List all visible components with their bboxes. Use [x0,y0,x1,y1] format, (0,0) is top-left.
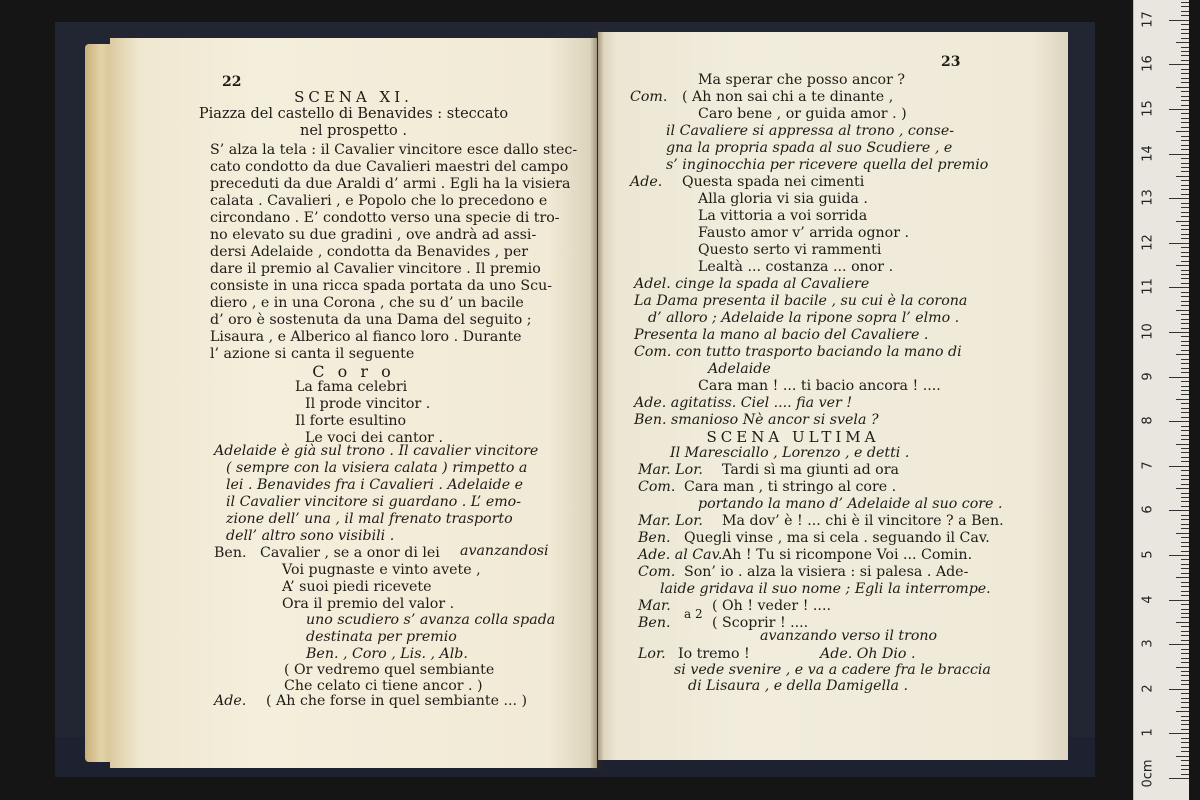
ruler-tick [1176,131,1189,132]
text-line: gna la propria spada al suo Scudiere , e [666,140,953,156]
ruler-tick [1181,417,1189,418]
ruler-tick [1181,292,1189,293]
ruler-tick [1181,368,1189,369]
ruler-tick [1181,452,1189,453]
ruler-tick [1181,127,1189,128]
verse-line: Io tremo ! [678,646,750,662]
text-line: calata . Cavalieri , e Popolo che lo precedono e [210,193,548,209]
verse-line: A’ suoi piedi ricevete [282,579,432,595]
stage-direction: Adelaide è già sul trono . Il cavalier vincitore [214,443,539,459]
coro-label: C o r o [312,362,395,381]
ruler-tick [1176,221,1189,222]
ruler-tick [1181,760,1189,761]
ruler-tick [1181,51,1189,52]
ruler-tick [1169,421,1189,422]
ruler-label: 8 [1140,416,1156,425]
text-line: il Cavaliere si appressa al trono , conse- [666,123,955,139]
speaker-label: Mar. Lor. [638,513,703,529]
ruler-tick [1181,145,1189,146]
ruler-tick [1181,774,1189,775]
text-line: Com. con tutto trasporto baciando la mano di [634,344,962,360]
ruler-tick [1181,671,1189,672]
ruler-tick [1169,778,1189,779]
ruler-tick [1181,426,1189,427]
text-line: preceduti da due Araldi d’ armi . Egli ha la visiera [210,176,571,192]
text-line: Cara man ! ... ti bacio ancora ! .... [698,378,941,394]
ruler-tick [1181,189,1189,190]
text-line: Adelaide [708,361,771,377]
text-line: portando la mano d’ Adelaide al suo core . [698,496,1003,512]
ruler-tick [1181,163,1189,164]
ruler-label: 14 [1140,144,1156,162]
verse-line: Che celato ci tiene ancor . ) [284,678,483,694]
ruler-tick [1181,381,1189,382]
ruler-tick [1181,55,1189,56]
ruler-tick [1181,408,1189,409]
text-line: no elevato su due gradini , ove andrà ad assi- [210,227,537,243]
ruler-tick [1181,635,1189,636]
ruler-tick [1181,91,1189,92]
stage-direction: lei . Benavides fra i Cavalieri . Adelaide e [226,477,524,493]
scene-title: SCENA ULTIMA [706,428,880,446]
verse-line: ( Or vedremo quel sembiante [284,662,495,678]
ruler-tick [1181,149,1189,150]
ruler-tick [1181,15,1189,16]
ruler-tick [1169,154,1189,155]
ruler-tick [1181,515,1189,516]
ruler-tick [1169,644,1189,645]
ruler-tick [1181,216,1189,217]
ruler-tick [1181,537,1189,538]
ruler-tick [1181,278,1189,279]
ruler-tick [1176,577,1189,578]
stage-direction: destinata per premio [306,629,457,645]
ruler-tick [1181,314,1189,315]
scene-cast: Il Maresciallo , Lorenzo , e detti . [670,445,910,461]
ruler-tick [1181,693,1189,694]
ruler-tick [1181,582,1189,583]
speaker-label: Ben. [638,530,671,546]
speaker-label: Ade. [630,174,663,190]
ruler-tick [1181,33,1189,34]
text-line: La vittoria a voi sorrida [698,208,868,224]
ruler-tick [1181,350,1189,351]
ruler-tick [1181,185,1189,186]
verse-line: ( Oh ! veder ! .... [712,598,831,614]
ruler-tick [1169,510,1189,511]
ruler-tick [1181,225,1189,226]
measurement-ruler [1133,0,1189,800]
ruler-tick [1181,684,1189,685]
ruler-tick [1181,113,1189,114]
right-page [598,32,1068,760]
ruler-tick [1181,716,1189,717]
ruler-tick [1181,470,1189,471]
speaker-label: Ade. [214,693,247,709]
ruler-label: 15 [1140,100,1156,117]
stage-direction: Ben. , Coro , Lis. , Alb. [306,646,468,662]
ruler-tick [1169,466,1189,467]
ruler-label: 12 [1140,234,1156,251]
stage-direction: ( sempre con la visiera calata ) rimpetto a [226,460,528,476]
ruler-label: 1 [1140,728,1156,738]
verse-line: ( Scoprir ! .... [712,615,809,631]
scene-title: SCENA XI. [294,88,413,106]
text-line: Presenta la mano al bacio del Cavaliere . [634,327,929,343]
ruler-tick [1181,765,1189,766]
text-line: Ben. smanioso Nè ancor si svela ? [634,412,879,428]
ruler-tick [1169,377,1189,378]
ruler-tick [1181,345,1189,346]
ruler-label: 0cm [1140,759,1156,788]
ruler-tick [1181,100,1189,101]
ruler-tick [1181,341,1189,342]
text-line: d’ alloro ; Adelaide la ripone sopra l’ elmo . [648,310,960,326]
ruler-tick [1181,167,1189,168]
text-line: Questo serto vi rammenti [698,242,882,258]
ruler-tick [1181,613,1189,614]
ruler-tick [1181,171,1189,172]
ruler-tick [1181,11,1189,12]
ruler-tick [1181,742,1189,743]
ruler-label: 6 [1140,505,1156,515]
ruler-tick [1181,372,1189,373]
ruler-tick [1169,332,1189,333]
ruler-tick [1169,733,1189,734]
ruler-label: 4 [1140,594,1156,604]
duet-mark: a 2 [684,607,703,621]
ruler-tick [1181,238,1189,239]
ruler-tick [1181,229,1189,230]
ruler-tick [1181,301,1189,302]
ruler-tick [1181,305,1189,306]
ruler-tick [1181,609,1189,610]
ruler-tick [1181,256,1189,257]
verse-line: Ade. Oh Dio . [820,646,916,662]
stage-direction: il Cavalier vincitore si guardano . L’ emo- [226,494,521,510]
ruler-tick [1181,519,1189,520]
ruler-tick [1176,354,1189,355]
ruler-tick [1181,551,1189,552]
ruler-tick [1169,64,1189,65]
text-line: Questa spada nei cimenti [682,174,865,190]
speaker-label: Mar. Lor. [638,462,703,478]
ruler-tick [1181,328,1189,329]
ruler-tick [1181,403,1189,404]
ruler-tick [1181,729,1189,730]
ruler-tick [1181,461,1189,462]
text-line: s’ inginocchia per ricevere quella del premio [666,157,989,173]
ruler-tick [1181,479,1189,480]
ruler-tick [1176,533,1189,534]
ruler-label: 13 [1140,189,1156,206]
ruler-tick [1181,542,1189,543]
ruler-tick [1181,559,1189,560]
text-line: Son’ io . alza la visiera : si palesa . Ade- [684,564,969,580]
ruler-tick [1181,591,1189,592]
ruler-tick [1181,105,1189,106]
ruler-tick [1181,524,1189,525]
ruler-tick [1181,274,1189,275]
text-line: l’ azione si canta il seguente [210,346,415,362]
ruler-tick [1169,198,1189,199]
stage-direction: si vede svenire , e va a cadere fra le braccia [674,662,991,678]
text-line: Quegli vinse , ma si cela . seguando il Cav. [684,530,990,546]
ruler-tick [1181,604,1189,605]
ruler-tick [1181,506,1189,507]
stage-direction: dell’ altro sono visibili . [226,528,395,544]
ruler-tick [1169,555,1189,556]
left-page [110,38,597,768]
verse-line: Le voci dei cantor . [305,430,443,446]
ruler-tick [1181,323,1189,324]
ruler-tick [1181,751,1189,752]
ruler-tick [1181,658,1189,659]
stage-direction: uno scudiero s’ avanza colla spada [306,612,556,628]
ruler-label: 17 [1140,11,1156,28]
ruler-tick [1181,662,1189,663]
ruler-tick [1181,363,1189,364]
ruler-tick [1181,702,1189,703]
ruler-tick [1181,336,1189,337]
text-line: La Dama presenta il bacile , su cui è la corona [634,293,968,309]
ruler-tick [1181,649,1189,650]
ruler-tick [1181,207,1189,208]
ruler-label: 10 [1140,323,1156,340]
ruler-tick [1181,359,1189,360]
speaker-label: Ben. [638,615,671,631]
ruler-tick [1181,435,1189,436]
ruler-label: 11 [1140,278,1156,296]
ruler-tick [1181,390,1189,391]
ruler-tick [1169,600,1189,601]
ruler-tick [1181,96,1189,97]
ruler-tick [1181,73,1189,74]
ruler-tick [1176,711,1189,712]
ruler-tick [1181,698,1189,699]
text-line: dare il premio al Cavalier vincitore . Il premio [210,261,541,277]
ruler-tick [1169,287,1189,288]
ruler-tick [1169,20,1189,21]
speaker-label: Ade. al Cav. [638,547,723,563]
ruler-tick [1181,640,1189,641]
ruler-tick [1181,546,1189,547]
ruler-tick [1181,528,1189,529]
ruler-tick [1181,394,1189,395]
text-line: cato condotto da due Cavalieri maestri del campo [210,159,569,175]
text-line: consiste in una ricca spada portata da uno Scu- [210,278,553,294]
ruler-tick [1181,595,1189,596]
ruler-tick [1181,2,1189,3]
text-line: Ah ! Tu si ricompone Voi ... Comin. [722,547,973,563]
ruler-tick [1181,617,1189,618]
text-line: Tardi sì ma giunti ad ora [722,462,899,478]
ruler-tick [1181,136,1189,137]
stage-direction: avanzando verso il trono [760,628,938,644]
ruler-tick [1176,488,1189,489]
speaker-label: Com. [638,564,676,580]
ruler-tick [1181,118,1189,119]
ruler-tick [1176,42,1189,43]
ruler-tick [1181,573,1189,574]
ruler-tick [1181,319,1189,320]
ruler-tick [1181,47,1189,48]
speaker-label: Lor. [638,646,666,662]
speaker-label: Com. [638,479,676,495]
ruler-label: 16 [1140,55,1156,73]
ruler-tick [1181,564,1189,565]
verse-line: Ora il premio del valor . [282,596,455,612]
text-line: Ma sperar che posso ancor ? [698,72,905,88]
book-gutter [590,30,604,770]
ruler-tick [1181,29,1189,30]
ruler-label: 9 [1140,371,1156,381]
verse-line: ( Ah che forse in quel sembiante ... ) [266,693,528,709]
ruler-label: 5 [1140,550,1156,559]
ruler-tick [1181,448,1189,449]
text-line: dersi Adelaide , condotta da Benavides , per [210,244,529,260]
text-line: Lealtà ... costanza ... onor . [698,259,894,275]
text-line: Fausto amor v’ arrida ognor . [698,225,910,241]
ruler-tick [1181,475,1189,476]
verse-line: Il forte esultino [295,413,407,429]
ruler-tick [1181,680,1189,681]
ruler-tick [1181,439,1189,440]
ruler-tick [1169,109,1189,110]
ruler-tick [1181,493,1189,494]
text-line: Caro bene , or guida amor . ) [698,106,907,122]
speaker-label: Ben. [214,545,247,561]
verse-line: La fama celebri [295,379,408,395]
ruler-tick [1181,720,1189,721]
ruler-tick [1181,501,1189,502]
ruler-tick [1181,270,1189,271]
ruler-tick [1181,212,1189,213]
ruler-tick [1181,203,1189,204]
ruler-tick [1176,310,1189,311]
ruler-tick [1181,261,1189,262]
ruler-tick [1176,667,1189,668]
ruler-label: 7 [1140,461,1156,470]
ruler-tick [1181,769,1189,770]
text-line: Cara man , ti stringo al core . [684,479,897,495]
ruler-tick [1181,457,1189,458]
ruler-tick [1181,675,1189,676]
ruler-tick [1181,60,1189,61]
ruler-tick [1181,430,1189,431]
text-line: Alla gloria vi sia guida . [698,191,868,207]
ruler-tick [1181,122,1189,123]
speaker-label: Mar. [638,598,671,614]
ruler-tick [1181,38,1189,39]
ruler-tick [1181,158,1189,159]
text-line: Ma dov’ è ! ... chi è il vincitore ? a Ben. [722,513,1004,529]
ruler-label: 3 [1140,639,1156,648]
ruler-tick [1181,386,1189,387]
stage-direction: avanzandosi [460,543,549,559]
ruler-tick [1181,412,1189,413]
ruler-tick [1181,69,1189,70]
ruler-tick [1181,707,1189,708]
ruler-tick [1181,296,1189,297]
text-line: Ade. agitatiss. Ciel .... fia ver ! [634,395,853,411]
ruler-tick [1176,399,1189,400]
ruler-tick [1176,265,1189,266]
ruler-tick [1181,586,1189,587]
ruler-tick [1181,6,1189,7]
text-line: Adel. cinge la spada al Cavaliere [634,276,870,292]
verse-line: Il prode vincitor . [305,396,431,412]
text-line: Lisaura , e Alberico al fianco loro . Durante [210,329,522,345]
ruler-tick [1176,87,1189,88]
ruler-tick [1181,180,1189,181]
ruler-tick [1181,738,1189,739]
setting-line: Piazza del castello di Benavides : steccato [198,106,509,122]
ruler-tick [1181,626,1189,627]
ruler-tick [1169,689,1189,690]
page-number: 22 [222,74,242,90]
ruler-tick [1181,234,1189,235]
ruler-tick [1176,176,1189,177]
ruler-label: 2 [1140,684,1156,693]
ruler-tick [1176,622,1189,623]
text-line: S’ alza la tela : il Cavalier vincitore esce dallo stec- [210,142,578,158]
ruler-tick [1181,724,1189,725]
ruler-tick [1181,252,1189,253]
ruler-tick [1181,497,1189,498]
stage-direction: di Lisaura , e della Damigella . [688,678,909,694]
text-line: diero , e in una Corona , che su d’ un bacile [210,295,524,311]
ruler-tick [1181,194,1189,195]
verse-line: Voi pugnaste e vinto avete , [282,562,481,578]
ruler-tick [1181,747,1189,748]
ruler-tick [1181,247,1189,248]
ruler-tick [1181,24,1189,25]
stage-direction: zione dell’ una , il mal frenato trasporto [226,511,513,527]
ruler-tick [1181,82,1189,83]
text-line: d’ oro è sostenuta da una Dama del seguito ; [210,312,532,328]
ruler-tick [1181,78,1189,79]
page-number: 23 [941,54,961,70]
speaker-label: Com. [630,89,668,105]
setting-line: nel prospetto . [299,123,407,139]
ruler-tick [1181,484,1189,485]
ruler-tick [1169,243,1189,244]
text-line: ( Ah non sai chi a te dinante , [682,89,894,105]
ruler-tick [1176,444,1189,445]
ruler-tick [1181,568,1189,569]
verse-line: Cavalier , se a onor di lei [260,545,440,561]
ruler-tick [1181,140,1189,141]
ruler-tick [1176,756,1189,757]
ruler-tick [1181,653,1189,654]
ruler-tick [1181,283,1189,284]
ruler-tick [1181,631,1189,632]
text-line: circondano . E’ condotto verso una specie di tro- [210,210,560,226]
text-line: laide gridava il suo nome ; Egli la interrompe. [660,581,991,597]
